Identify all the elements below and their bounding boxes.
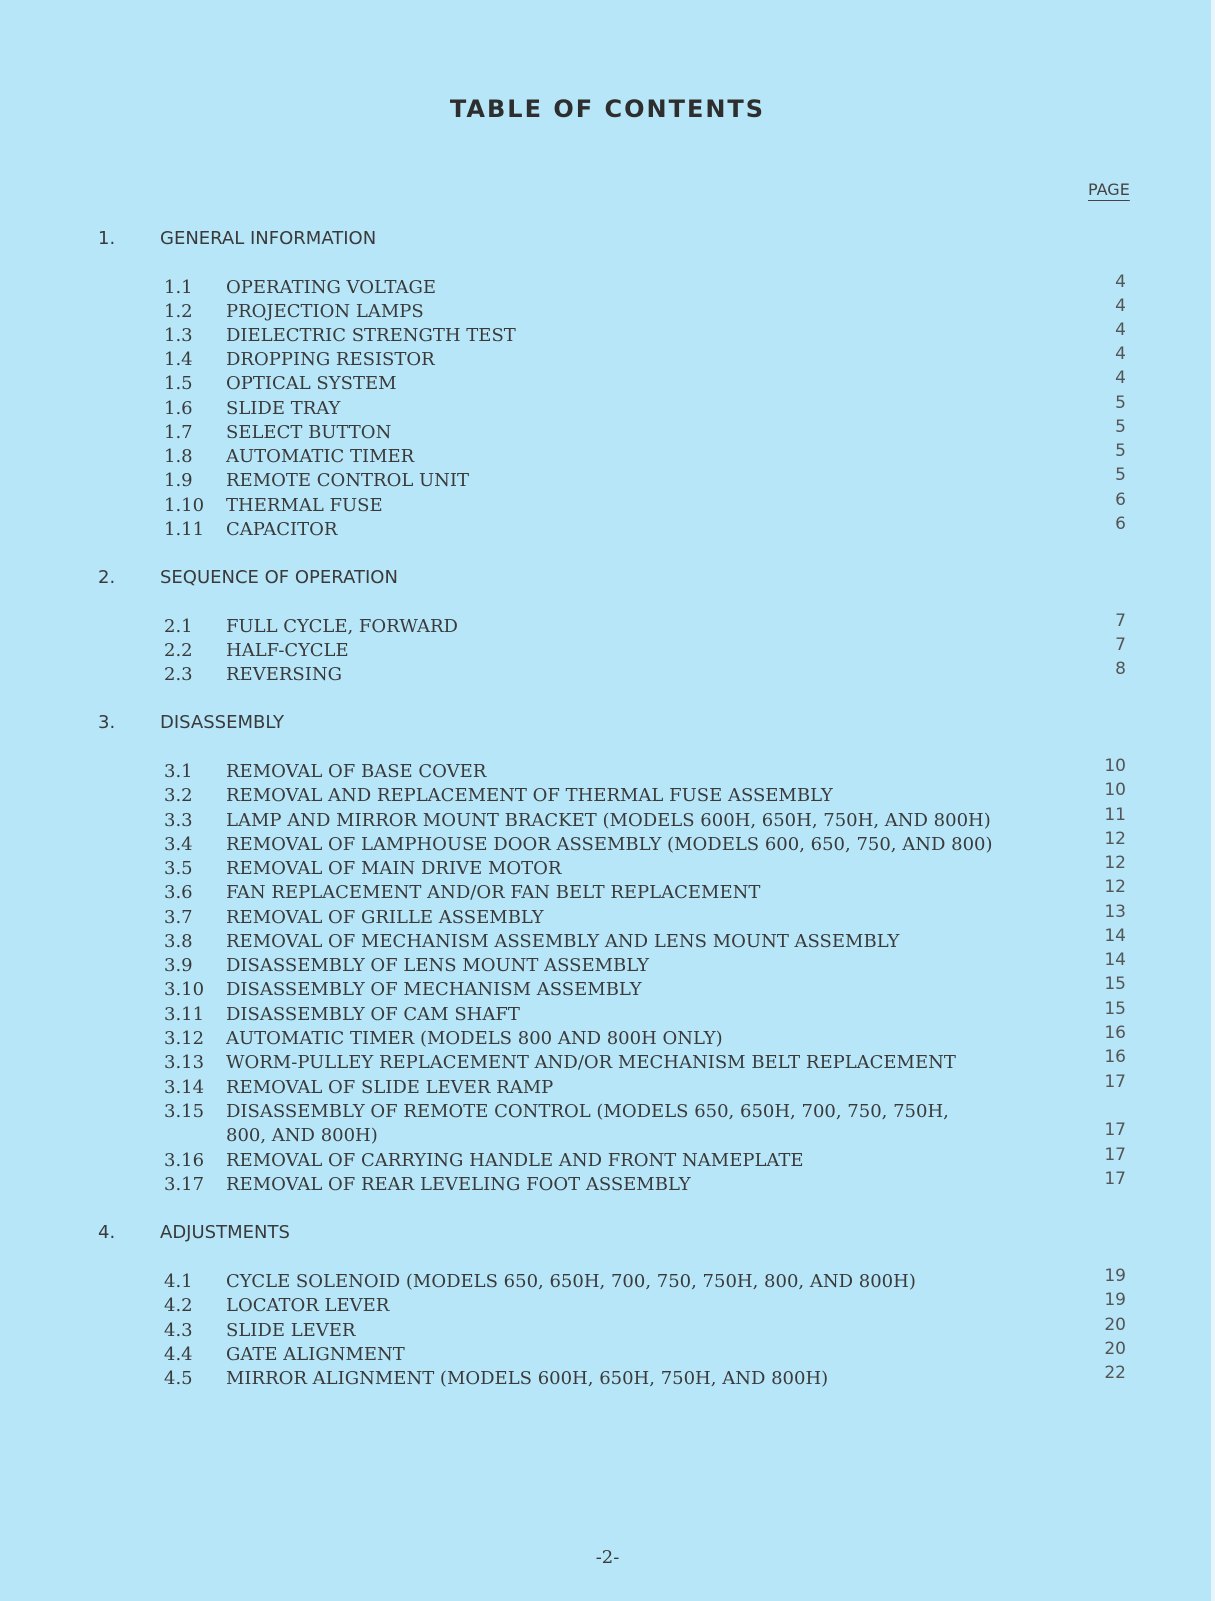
entry-page: 16 bbox=[1104, 1023, 1126, 1043]
toc-entry bbox=[164, 272, 1126, 301]
section-title: SEQUENCE OF OPERATION bbox=[160, 567, 398, 588]
entry-title: DIELECTRIC STRENGTH TEST bbox=[226, 325, 516, 346]
entry-number: 4.3 bbox=[164, 1320, 193, 1341]
entry-page: 13 bbox=[1104, 902, 1126, 922]
entry-title: SLIDE LEVER bbox=[226, 1320, 356, 1341]
entry-number: 4.4 bbox=[164, 1344, 193, 1365]
entry-title: LAMP AND MIRROR MOUNT BRACKET (MODELS 600H, 650H, 750H, AND 800H) bbox=[226, 810, 991, 831]
toc-entry bbox=[164, 465, 1126, 494]
entry-number: 1.6 bbox=[164, 398, 193, 419]
entry-number: 3.13 bbox=[164, 1052, 205, 1073]
toc-entry bbox=[164, 441, 1126, 470]
toc-entry bbox=[164, 1023, 1126, 1052]
entry-number: 2.2 bbox=[164, 640, 193, 661]
toc-entry bbox=[164, 999, 1126, 1028]
entry-page: 19 bbox=[1104, 1266, 1126, 1286]
toc-entry bbox=[164, 805, 1126, 834]
entry-page: 15 bbox=[1104, 999, 1126, 1019]
section-number: 4. bbox=[98, 1222, 116, 1243]
toc-entry bbox=[164, 780, 1126, 809]
entry-title: CYCLE SOLENOID (MODELS 650, 650H, 700, 750, 750H, 800, AND 800H) bbox=[226, 1271, 916, 1292]
entry-title: DISASSEMBLY OF LENS MOUNT ASSEMBLY bbox=[226, 955, 649, 976]
entry-number: 3.17 bbox=[164, 1174, 205, 1195]
entry-page: 17 bbox=[1104, 1072, 1126, 1092]
toc-entry bbox=[164, 490, 1126, 519]
entry-number: 3.2 bbox=[164, 785, 193, 806]
entry-page: 4 bbox=[1115, 296, 1126, 316]
entry-page: 19 bbox=[1104, 1290, 1126, 1310]
entry-title: THERMAL FUSE bbox=[226, 495, 383, 516]
entry-number: 1.2 bbox=[164, 301, 193, 322]
toc-entry bbox=[164, 368, 1126, 397]
toc-entry bbox=[164, 417, 1126, 446]
entry-page: 17 bbox=[1104, 1145, 1126, 1165]
entry-title: DISASSEMBLY OF REMOTE CONTROL (MODELS 650, 650H, 700, 750, 750H, bbox=[226, 1101, 949, 1122]
entry-number: 3.1 bbox=[164, 761, 193, 782]
page-title: TABLE OF CONTENTS bbox=[449, 95, 766, 123]
entry-page: 5 bbox=[1115, 417, 1126, 437]
entry-title: HALF-CYCLE bbox=[226, 640, 349, 661]
entry-page: 5 bbox=[1115, 393, 1126, 413]
toc-entry bbox=[164, 1315, 1126, 1344]
toc-entry-continuation bbox=[164, 1120, 1126, 1149]
entry-page: 17 bbox=[1104, 1169, 1126, 1189]
entry-page: 15 bbox=[1104, 974, 1126, 994]
entry-title: REMOVAL OF MECHANISM ASSEMBLY AND LENS MOUNT ASSEMBLY bbox=[226, 931, 900, 952]
entry-page: 4 bbox=[1115, 272, 1126, 292]
entry-page: 12 bbox=[1104, 877, 1126, 897]
toc-entry bbox=[164, 1169, 1126, 1198]
toc-entry bbox=[164, 1101, 1126, 1125]
entry-title: OPERATING VOLTAGE bbox=[226, 277, 437, 298]
entry-number: 3.8 bbox=[164, 931, 193, 952]
toc-entry bbox=[164, 853, 1126, 882]
entry-number: 3.14 bbox=[164, 1077, 205, 1098]
entry-title: REMOVAL OF BASE COVER bbox=[226, 761, 487, 782]
entry-title: REMOVAL AND REPLACEMENT OF THERMAL FUSE ASSEMBLY bbox=[226, 785, 833, 806]
entry-number: 2.3 bbox=[164, 664, 193, 685]
entry-title: GATE ALIGNMENT bbox=[226, 1344, 405, 1365]
entry-number: 3.16 bbox=[164, 1150, 205, 1171]
entry-number: 4.5 bbox=[164, 1368, 193, 1389]
entry-number: 3.6 bbox=[164, 882, 193, 903]
toc-entry bbox=[164, 344, 1126, 373]
section-title: GENERAL INFORMATION bbox=[160, 228, 377, 249]
entry-title: REVERSING bbox=[226, 664, 342, 685]
entry-number: 3.5 bbox=[164, 858, 193, 879]
toc-entry bbox=[164, 926, 1126, 955]
page-number: -2- bbox=[595, 1547, 620, 1568]
entry-number: 1.11 bbox=[164, 519, 205, 540]
toc-entry bbox=[164, 1266, 1126, 1295]
entry-number: 2.1 bbox=[164, 616, 193, 637]
entry-title: FAN REPLACEMENT AND/OR FAN BELT REPLACEMENT bbox=[226, 882, 761, 903]
entry-page: 7 bbox=[1115, 611, 1126, 631]
entry-number: 4.1 bbox=[164, 1271, 193, 1292]
toc-entry bbox=[164, 296, 1126, 325]
toc-entry bbox=[164, 756, 1126, 785]
entry-title: REMOVAL OF LAMPHOUSE DOOR ASSEMBLY (MODELS 600, 650, 750, AND 800) bbox=[226, 834, 993, 855]
entry-number: 3.11 bbox=[164, 1004, 205, 1025]
entry-number: 3.15 bbox=[164, 1101, 205, 1122]
toc-entry bbox=[164, 1072, 1126, 1101]
entry-number: 1.8 bbox=[164, 446, 193, 467]
toc-entry bbox=[164, 829, 1126, 858]
section-number: 1. bbox=[98, 228, 116, 249]
entry-page: 10 bbox=[1104, 756, 1126, 776]
entry-title: PROJECTION LAMPS bbox=[226, 301, 424, 322]
entry-title: SLIDE TRAY bbox=[226, 398, 341, 419]
entry-title: AUTOMATIC TIMER (MODELS 800 AND 800H ONLY) bbox=[226, 1028, 723, 1049]
entry-title: REMOVAL OF REAR LEVELING FOOT ASSEMBLY bbox=[226, 1174, 691, 1195]
toc-entry bbox=[164, 659, 1126, 688]
entry-title: REMOVAL OF SLIDE LEVER RAMP bbox=[226, 1077, 554, 1098]
entry-number: 3.12 bbox=[164, 1028, 205, 1049]
entry-number: 4.2 bbox=[164, 1295, 193, 1316]
entry-page: 10 bbox=[1104, 780, 1126, 800]
entry-title: REMOTE CONTROL UNIT bbox=[226, 470, 470, 491]
entry-page: 20 bbox=[1104, 1339, 1126, 1359]
entry-number: 1.3 bbox=[164, 325, 193, 346]
toc-entry bbox=[164, 1047, 1126, 1076]
section-title: ADJUSTMENTS bbox=[160, 1222, 290, 1243]
entry-number: 1.7 bbox=[164, 422, 193, 443]
entry-page: 16 bbox=[1104, 1047, 1126, 1067]
entry-title: DISASSEMBLY OF CAM SHAFT bbox=[226, 1004, 520, 1025]
entry-number: 1.5 bbox=[164, 373, 193, 394]
entry-page: 17 bbox=[1104, 1120, 1126, 1140]
entry-page: 22 bbox=[1104, 1363, 1126, 1383]
entry-page: 4 bbox=[1115, 320, 1126, 340]
section-number: 2. bbox=[98, 567, 116, 588]
toc-entry bbox=[164, 1363, 1126, 1392]
toc-entry bbox=[164, 1339, 1126, 1368]
entry-page: 4 bbox=[1115, 368, 1126, 388]
toc-entry bbox=[164, 514, 1126, 543]
toc-entry bbox=[164, 877, 1126, 906]
entry-number: 3.7 bbox=[164, 907, 193, 928]
entry-number: 3.10 bbox=[164, 979, 205, 1000]
toc-entry bbox=[164, 1145, 1126, 1174]
entry-title: DROPPING RESISTOR bbox=[226, 349, 435, 370]
entry-title: FULL CYCLE, FORWARD bbox=[226, 616, 458, 637]
entry-page: 7 bbox=[1115, 635, 1126, 655]
entry-title: SELECT BUTTON bbox=[226, 422, 392, 443]
entry-number: 1.10 bbox=[164, 495, 205, 516]
entry-page: 8 bbox=[1115, 659, 1126, 679]
toc-entry bbox=[164, 611, 1126, 640]
entry-number: 3.9 bbox=[164, 955, 193, 976]
entry-page: 4 bbox=[1115, 344, 1126, 364]
toc-entry bbox=[164, 320, 1126, 349]
entry-page: 11 bbox=[1104, 805, 1126, 825]
page-column-header: PAGE bbox=[1088, 180, 1130, 199]
entry-page: 14 bbox=[1104, 950, 1126, 970]
entry-page: 12 bbox=[1104, 853, 1126, 873]
toc-entry bbox=[164, 974, 1126, 1003]
entry-title: WORM-PULLEY REPLACEMENT AND/OR MECHANISM BELT REPLACEMENT bbox=[226, 1052, 956, 1073]
toc-entry bbox=[164, 1290, 1126, 1319]
entry-page: 5 bbox=[1115, 441, 1126, 461]
entry-page: 14 bbox=[1104, 926, 1126, 946]
entry-title: DISASSEMBLY OF MECHANISM ASSEMBLY bbox=[226, 979, 642, 1000]
toc-entry bbox=[164, 902, 1126, 931]
entry-page: 6 bbox=[1115, 490, 1126, 510]
toc-entry bbox=[164, 950, 1126, 979]
entry-page: 6 bbox=[1115, 514, 1126, 534]
entry-title: CAPACITOR bbox=[226, 519, 338, 540]
entry-title: REMOVAL OF CARRYING HANDLE AND FRONT NAMEPLATE bbox=[226, 1150, 804, 1171]
entry-number: 3.3 bbox=[164, 810, 193, 831]
entry-title: REMOVAL OF MAIN DRIVE MOTOR bbox=[226, 858, 562, 879]
entry-number: 1.9 bbox=[164, 470, 193, 491]
entry-title: MIRROR ALIGNMENT (MODELS 600H, 650H, 750H, AND 800H) bbox=[226, 1368, 829, 1389]
entry-page: 20 bbox=[1104, 1315, 1126, 1335]
entry-page: 5 bbox=[1115, 465, 1126, 485]
section-title: DISASSEMBLY bbox=[160, 712, 284, 733]
entry-page: 12 bbox=[1104, 829, 1126, 849]
toc-entry bbox=[164, 635, 1126, 664]
page-edge bbox=[1211, 0, 1215, 1601]
entry-number: 1.1 bbox=[164, 277, 193, 298]
section-number: 3. bbox=[98, 712, 116, 733]
toc-entry bbox=[164, 393, 1126, 422]
entry-title: REMOVAL OF GRILLE ASSEMBLY bbox=[226, 907, 544, 928]
entry-number: 3.4 bbox=[164, 834, 193, 855]
entry-number: 1.4 bbox=[164, 349, 193, 370]
entry-title: LOCATOR LEVER bbox=[226, 1295, 390, 1316]
entry-title: AUTOMATIC TIMER bbox=[226, 446, 415, 467]
entry-title: 800, AND 800H) bbox=[226, 1125, 378, 1146]
entry-title: OPTICAL SYSTEM bbox=[226, 373, 397, 394]
